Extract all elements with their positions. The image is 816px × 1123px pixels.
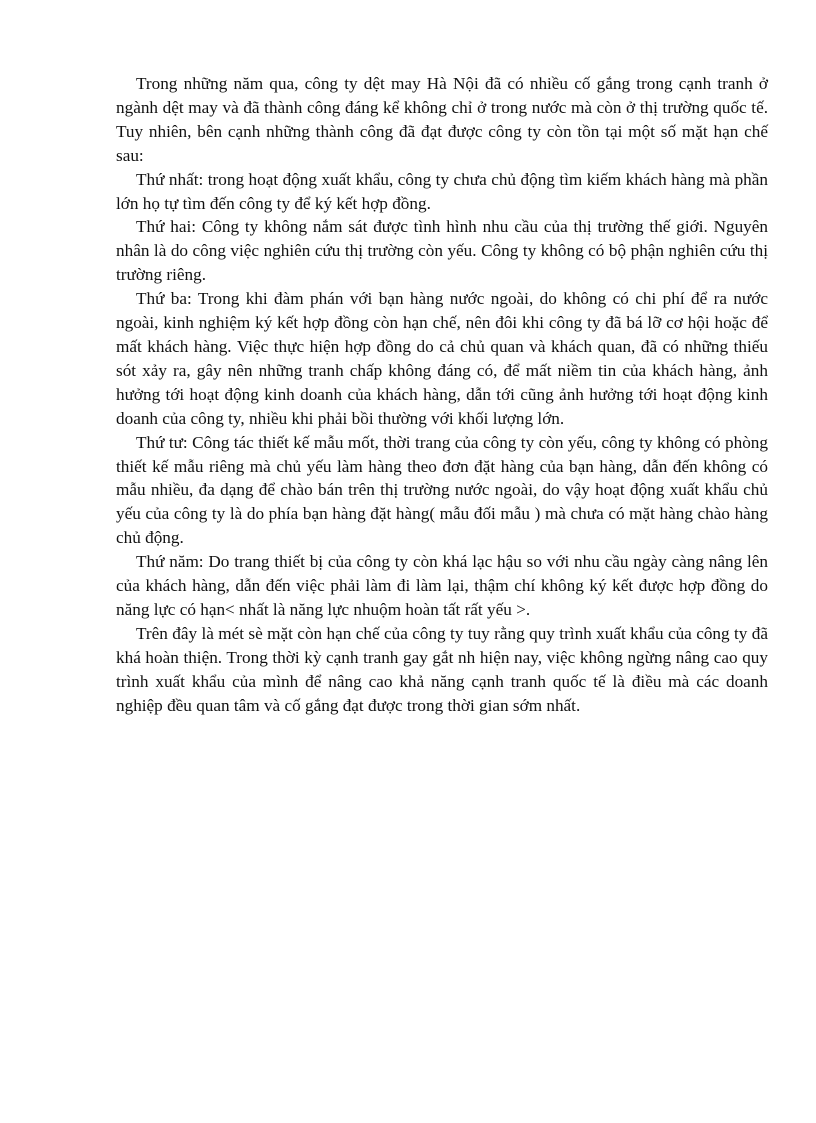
paragraph-intro: Trong những năm qua, công ty dệt may Hà Nội đã có nhiều cố gắng trong cạnh tranh ở ngành dệt may và đã thành công đáng kể không chỉ ở trong nước mà còn ở thị trường quốc tế. Tuy nhiên, bên cạnh những thành công đã đạt được công ty còn tồn tại một số mặt hạn chế sau: bbox=[116, 74, 768, 165]
paragraph-first-limitation: Thứ nhất: trong hoạt động xuất khẩu, công ty chưa chủ động tìm kiếm khách hàng mà phần lớn họ tự tìm đến công ty để ký kết hợp đồng. bbox=[116, 169, 768, 213]
document-body bbox=[116, 72, 768, 717]
paragraph-second-limitation: Thứ hai: Công ty không nắm sát được tình hình nhu cầu của thị trường thế giới. Nguyên nhân là do công việc nghiên cứu thị trường còn yếu. Công ty không có bộ phận nghiên cứu thị trường riêng. bbox=[116, 217, 768, 285]
paragraph-third-limitation: Thứ ba: Trong khi đàm phán với bạn hàng nước ngoài, do không có chi phí để ra nước ngoài, kinh nghiệm ký kết hợp đồng còn hạn chế, nên đôi khi công ty đã bá lỡ cơ hội hoặc để mất khách hàng. Việc thực hiện hợp đồng do cả chủ quan và khách quan, đã có những thiếu sót xảy ra, gây nên những tranh chấp không đáng có, để mất niềm tin của khách hàng, ảnh hưởng tới hoạt động kinh doanh của khách hàng, dẫn tới cũng ảnh hưởng tới hoạt động kinh doanh của công ty, nhiều khi phải bồi thường với khối lượng lớn. bbox=[116, 289, 768, 428]
paragraph-fifth-limitation: Thứ năm: Do trang thiết bị của công ty còn khá lạc hậu so với nhu cầu ngày càng nâng lên của khách hàng, dẫn đến việc phải làm đi làm lại, thậm chí không ký kết được hợp đồng do năng lực có hạn< nhất là năng lực nhuộm hoàn tất rất yếu >. bbox=[116, 552, 768, 619]
paragraph-conclusion: Trên đây là mét sè mặt còn hạn chế của công ty tuy rằng quy trình xuất khẩu của công ty đã khá hoàn thiện. Trong thời kỳ cạnh tranh gay gắt nh hiện nay, việc không ngừng nâng cao quy trình xuất khẩu của mình để nâng cao khả năng cạnh tranh quốc tế là điều mà các doanh nghiệp đều quan tâm và cố gắng đạt được trong thời gian sớm nhất. bbox=[116, 623, 768, 715]
paragraph-fourth-limitation: Thứ tư: Công tác thiết kế mẫu mốt, thời trang của công ty còn yếu, công ty không có phòng thiết kế mẫu riêng mà chủ yếu làm hàng theo đơn đặt hàng của bạn hàng, dẫn đến không có mẫu nhiều, đa dạng để chào bán trên thị trường nước ngoài, do vậy hoạt động xuất khẩu chủ yếu của công ty là do phía bạn hàng đặt hàng( mẫu đối mẫu ) mà chưa có mặt hàng chào hàng chủ động. bbox=[116, 432, 768, 548]
